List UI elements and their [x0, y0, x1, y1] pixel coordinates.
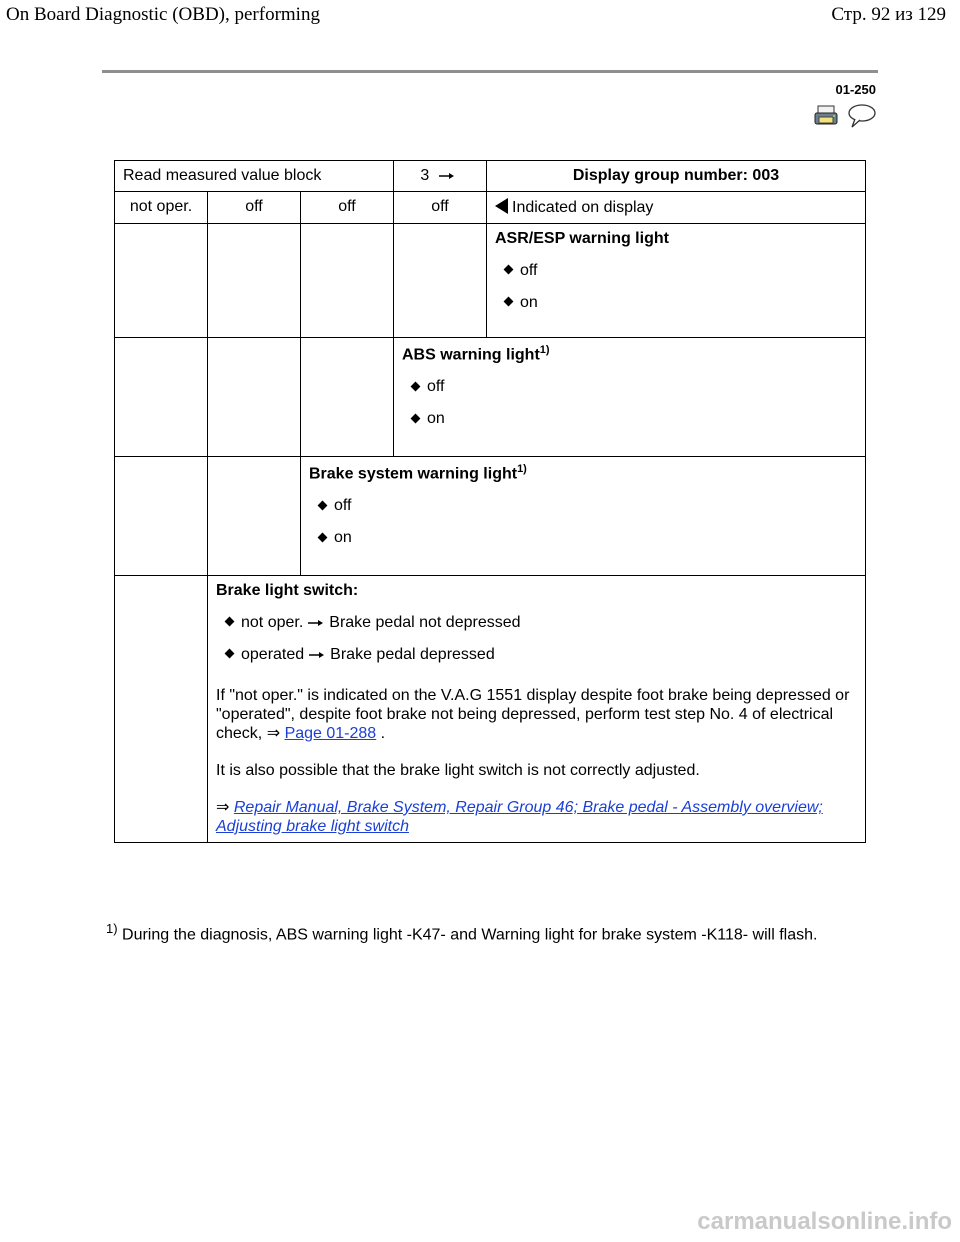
indicated-on-display-cell: [487, 192, 866, 224]
brake-system-cell: [301, 457, 866, 576]
diamond-bullet-icon: [318, 532, 328, 542]
display-group-label: Display group number: 003: [487, 161, 866, 192]
list-item: operated Brake pedal depressed: [224, 646, 857, 664]
diamond-bullet-icon: [225, 649, 235, 659]
speech-bubble-icon[interactable]: [849, 105, 875, 127]
brake-switch-row: [115, 576, 866, 843]
display-field-1: not oper.: [115, 192, 208, 224]
display-field-4: off: [394, 192, 487, 224]
list-item: on: [503, 294, 857, 312]
table-header-row: [115, 161, 866, 192]
diamond-bullet-icon: [411, 413, 421, 423]
list-item: off: [317, 497, 857, 515]
adjustment-note: It is also possible that the brake light switch is not correctly adjusted.: [216, 762, 700, 779]
brake-switch-title: Brake light switch:: [216, 582, 359, 599]
list-item: off: [503, 262, 857, 280]
ref-arrow: ⇒: [266, 725, 281, 742]
brake-system-title: Brake system warning light: [309, 465, 518, 483]
display-field-2: off: [208, 192, 301, 224]
list-item: on: [317, 529, 857, 547]
page-number: 01-250: [835, 82, 876, 97]
arrow-right-icon: [308, 650, 326, 660]
diamond-bullet-icon: [225, 617, 235, 627]
repair-manual-link[interactable]: Repair Manual, Brake System, Repair Group 46; Brake pedal - Assembly overview; Adjusting brake light switch: [216, 799, 823, 835]
measured-value-table: [114, 160, 866, 843]
diamond-bullet-icon: [411, 381, 421, 391]
document-title: On Board Diagnostic (OBD), performing: [6, 4, 320, 25]
ref-arrow: ⇒: [216, 799, 230, 816]
printer-icon[interactable]: [815, 106, 837, 124]
abs-cell: [394, 338, 866, 457]
read-measured-value-label: Read measured value block: [115, 161, 394, 192]
indicated-label: Indicated on display: [512, 199, 654, 216]
watermark: carmanualsonline.info: [697, 1208, 952, 1235]
display-row: [115, 192, 866, 224]
page-01-288-link[interactable]: Page 01-288: [284, 725, 377, 742]
page-counter: Стр. 92 из 129: [831, 4, 946, 25]
brake-system-row: [115, 457, 866, 576]
input-field-cell: [394, 161, 487, 192]
list-item: not oper. Brake pedal not depressed: [224, 614, 857, 632]
list-item: off: [410, 378, 857, 396]
repair-manual-reference: [216, 798, 857, 836]
list-item: on: [410, 410, 857, 428]
footnote-marker: 1): [106, 921, 118, 936]
arrow-right-icon: [307, 618, 325, 628]
asr-title: ASR/ESP warning light: [495, 230, 669, 247]
header-rule: [102, 70, 878, 73]
diamond-bullet-icon: [504, 297, 514, 307]
arrow-right-icon: [438, 171, 456, 181]
footnote-ref: 1): [539, 344, 550, 356]
abs-title: ABS warning light: [402, 346, 540, 364]
display-field-3: off: [301, 192, 394, 224]
diamond-bullet-icon: [504, 265, 514, 275]
footnote: [106, 918, 866, 946]
brake-switch-instruction: If "not oper." is indicated on the V.A.G 1551 display despite foot brake being depressed or "operated", despite foot brake not being depressed, perform test step No. 4 of electrical check, ⇒ Page 01-288 .: [216, 687, 850, 742]
diamond-bullet-icon: [318, 500, 328, 510]
toolbar-icons: [814, 104, 880, 128]
abs-row: [115, 338, 866, 457]
asr-cell: [487, 224, 866, 338]
field-value: 3: [420, 167, 430, 184]
footnote-ref: 1): [517, 463, 527, 475]
asr-row: [115, 224, 866, 338]
brake-switch-cell: [208, 576, 866, 843]
triangle-left-icon: [495, 198, 508, 214]
footnote-text: During the diagnosis, ABS warning light -K47- and Warning light for brake system -K118- will flash.: [122, 926, 818, 944]
